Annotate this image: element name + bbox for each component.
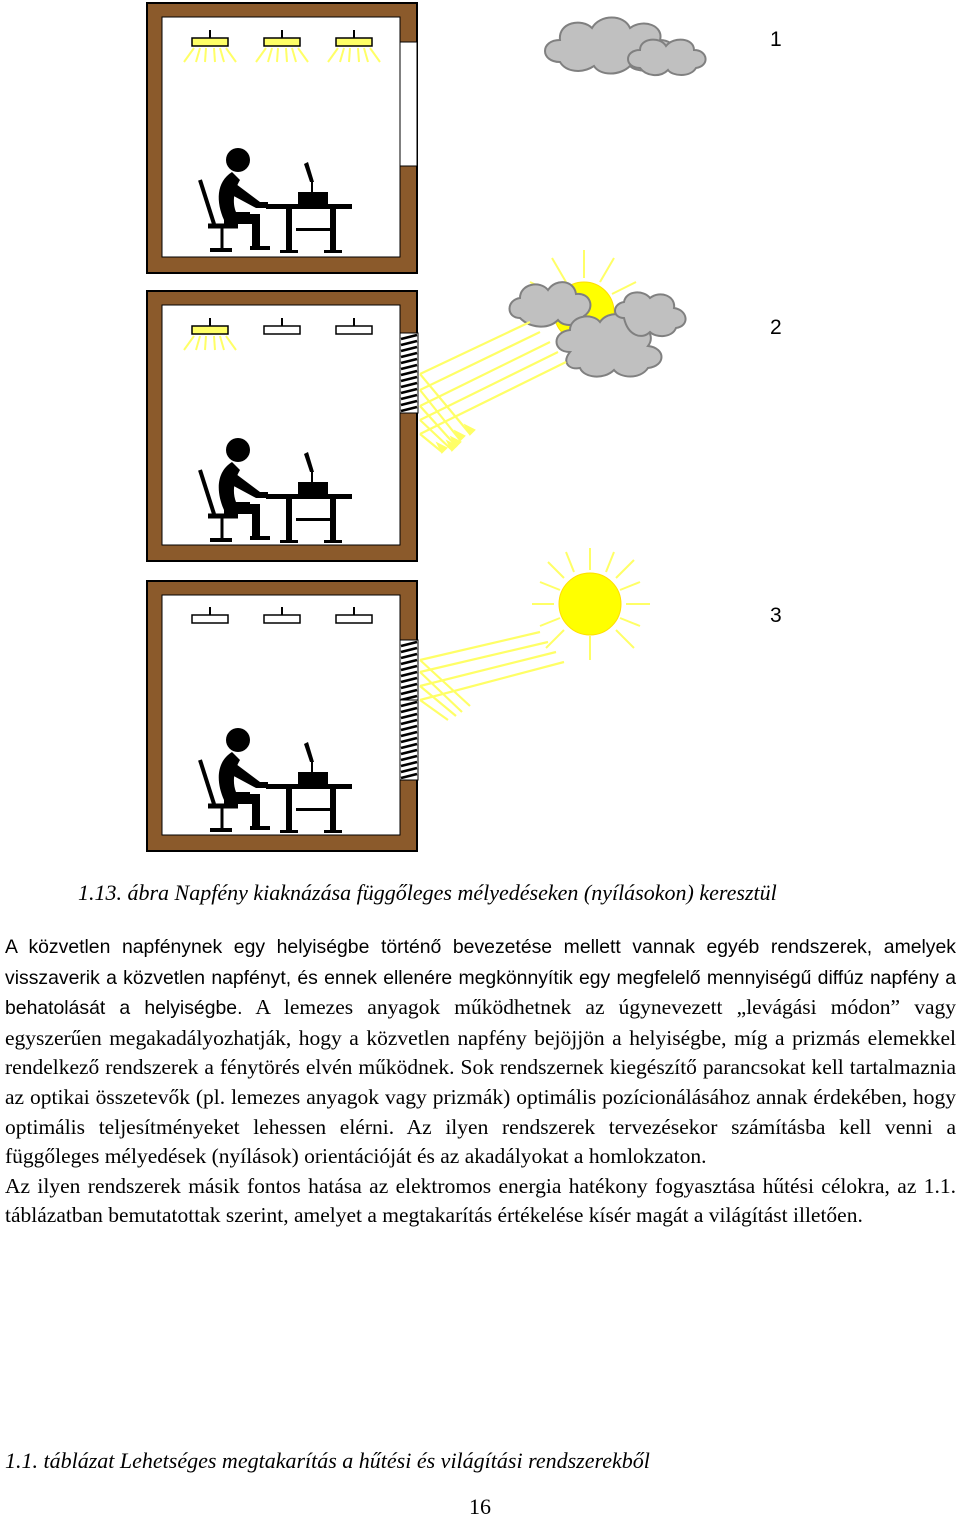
room-panel-1 — [147, 3, 706, 273]
panel-number-2: 2 — [770, 316, 782, 339]
page-number: 16 — [469, 1494, 491, 1519]
sun-icon — [532, 548, 650, 660]
panel-number-1: 1 — [770, 28, 782, 51]
room-panel-2 — [147, 250, 686, 561]
sun-behind-clouds-icon — [510, 250, 686, 377]
paragraph-1 — [5, 932, 956, 1172]
paragraph-2: Az ilyen rendszerek másik fontos hatása az elektromos energia hatékony fogyasztása hűtési célokra, az 1.1. táblázatban bemutatottak szerint, amelyet a megtakarítás értékelése kísér magát a világítást illetően. — [5, 1173, 956, 1228]
paragraph-1-rest: A lemezes anyagok működhetnek az úgynevezett „levágási módon” vagy egyszerűen megakadályozhatják, hogy a közvetlen napfény bejöjjön a helyiségbe, míg a prizmás elemekkel rendelkező rendszerek a fénytörés elvén működnek. Sok rendszernek kiegészítő parancsokat kell tartalmaznia az optikai összetevők (pl. lemezes anyagok vagy prizmák) optimális pozícionálásához annak érdekében, hogy optimális teljesítményeket lehessen elérni. Az ilyen rendszerek tervezésekor számításba kell venni a függőleges mélyedések (nyílások) orientációját és az akadályokat a homlokzaton. — [5, 995, 956, 1169]
room-panel-3 — [147, 548, 650, 851]
body-text — [5, 932, 956, 1231]
figure-caption: 1.13. ábra Napfény kiaknázása függőleges mélyedéseken (nyílásokon) keresztül — [78, 880, 777, 905]
sun-rays-icon — [420, 632, 564, 720]
sun-rays-icon — [420, 322, 566, 452]
louvre-shading-icon — [400, 333, 418, 413]
paragraph-1-lead: A közvetlen napfénynek egy helyiségbe történő bevezetése mellett vannak egyéb rendszerek, amelyek visszaverik a közvetlen napfényt, és ennek ellenére megkönnyítik egy megfelelő mennyiségű diffúz napfény a behatolását a helyiségbe. — [5, 936, 956, 1020]
table-caption: 1.1. táblázat Lehetséges megtakarítás a hűtési és világítási rendszerekből — [5, 1448, 650, 1473]
cloud-icon — [545, 18, 706, 76]
louvre-shading-icon — [400, 700, 418, 780]
panel-number-3: 3 — [770, 604, 782, 627]
